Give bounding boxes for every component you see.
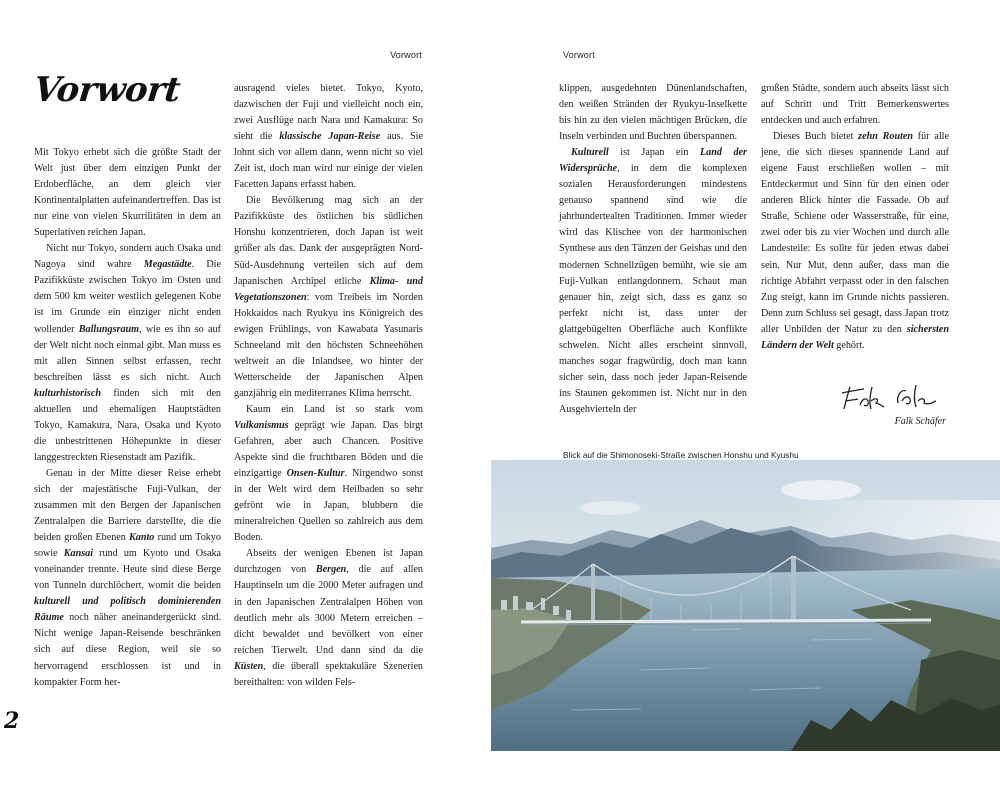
emphasis-term: Land der Widersprüche: [559, 147, 747, 175]
bridge-photo: [491, 460, 1000, 751]
emphasis-term: Ballungsraum: [78, 323, 140, 335]
text-run: geprägt wie Japan. Das birgt Gefahren, aber auch Chancen. Positive Aspekte sind die fruchtbaren Böden und die einzigartige: [234, 419, 423, 480]
emphasis-term: Klima- und Vegetationszonen: [234, 275, 423, 303]
text-run: rund um Kyoto und Osaka voneinander trennte. Heute sind diese Berge von Tunneln durchlöchert, womit die beiden: [34, 548, 221, 592]
text-run: , die überall spektakuläre Szenerien bereithalten: von wilden Fels-: [234, 660, 423, 688]
paragraph: [559, 145, 747, 418]
column-1: [34, 145, 221, 691]
column-3: [559, 81, 747, 418]
emphasis-term: Kanto: [129, 532, 155, 544]
paragraph: [761, 129, 949, 354]
text-run: gehört.: [833, 339, 865, 351]
text-run: finden sich mit den aktuellen und ehemaligen Hauptstädten Tokyo, Kamakura, Nara, Osaka und Kyoto die unbestrittenen Höhepunkte in dieser langgestreckten Riesenstadt am Pazifik.: [34, 387, 221, 463]
emphasis-term: Vulkanismus: [234, 419, 289, 431]
photo-caption: Blick auf die Shimonoseki-Straße zwischen Honshu und Kyushu: [563, 450, 799, 460]
paragraph: [34, 466, 221, 691]
paragraph: [34, 241, 221, 466]
emphasis-term: kulturhistorisch: [34, 387, 101, 399]
paragraph: [34, 145, 221, 241]
emphasis-term: Megastädte: [143, 259, 192, 271]
text-run: , in dem die komplexen sozialen Herausforderungen mindestens genauso spannend sind wie die jahrhundertealten Traditionen. Immer wieder wird das Klischee von der harmonischen Synthese aus den Tänzen der Geishas und den modernen Schnellzügen bemüht, wie sie am Fuji-Vulkan entlangdonnern. Schaut man genauer hin, zeigt sich, dass es ganz so perfekt nicht ist, dass unter der glattgebügelten Oberfläche auch Konflikte schwelen. Nicht alles erscheint sinnvoll, manches sogar fragwürdig, doch man kann sicher sein, dass noch jeder Japan-Reisende ins Staunen gekommen ist. Nicht nur in den Ausgehvierteln der: [559, 163, 747, 415]
text-run: . Nirgendwo sonst in der Welt wird dem Heilbaden so sehr gefrönt wie in Japan, blubbern die mineralreichen Quellen so zahlreich aus dem Boden.: [234, 468, 423, 544]
emphasis-term: Küsten: [234, 660, 264, 672]
text-run: Genau in der Mitte dieser Reise erhebt sich der majestätische Fuji-Vulkan, der zusammen mit den Bergen der Japanischen Zentralalpen die Barriere darstellte, die die beiden großen Ebenen: [34, 467, 221, 544]
text-run: Abseits der wenigen Ebenen ist Japan durchzogen von: [234, 548, 423, 576]
paragraph: [234, 193, 423, 402]
text-run: . Die Pazifikküste zwischen Tokyo im Osten und dem 500 km weiter westlich gelegenen Kobe ist im Grunde ein einziger nicht enden wollender: [34, 259, 221, 335]
running-head-left: Vorwort: [390, 50, 422, 60]
paragraph: [761, 81, 949, 129]
column-4: [761, 81, 949, 354]
emphasis-term: Kulturell: [571, 147, 609, 159]
emphasis-term: kulturell und politisch dominierenden Räume: [34, 596, 221, 624]
text-run: aus. Sie lohnt sich vor allem dann, wenn nicht so viel Zeit ist, doch man wird nur einige der vielen Facetten Japans erfasst haben.: [234, 131, 423, 191]
text-run: , die auf allen Hauptinseln um die 2000 Meter aufragen und in den Japanischen Zentralalpen Höhen von deutlich mehr als 3000 Metern erreichen – dicht bewaldet und bevölkert von einer reichen Tierwelt. Und dann sind da die: [234, 564, 423, 656]
text-run: noch näher aneinandergerückt sind. Nicht wenige Japan-Reisende beschränken sich auf diese Region, weil sie so hervorragend erschlossen ist und in kompakter Form her-: [34, 612, 221, 688]
text-run: ist Japan ein: [608, 147, 700, 159]
text-run: Nicht nur Tokyo, sondern auch Osaka und Nagoya sind wahre: [34, 243, 221, 271]
emphasis-term: sichersten Ländern der Welt: [761, 323, 949, 351]
text-run: rund um Tokyo sowie: [34, 532, 221, 560]
paragraph: [234, 402, 423, 546]
text-run: Kaum ein Land ist so stark vom: [246, 403, 423, 415]
kanmon-bridge-landscape-image: [491, 460, 1000, 751]
column-2: [234, 81, 423, 691]
emphasis-term: klassische Japan-Reise: [279, 131, 381, 143]
paragraph: [559, 81, 747, 145]
text-run: , wie es ihn so auf der Welt nicht noch einmal gibt. Man muss es mit allen Sinnen selbst erfassen, recht beschreiben lässt es sich nicht. Auch: [34, 323, 221, 383]
text-run: : vom Treibeis im Norden Hokkaidos nach Ryukyu ins Königreich des ewigen Frühlings, von Kawabata Yasunaris Schneeland mit den höchsten Schneehöhen weltweit an die Inlandsee, wo hinter der Wetterscheide der Japanischen Alpen ganzjährig ein mediterranes Klima herrscht.: [234, 291, 423, 399]
text-run: großen Städte, sondern auch abseits lässt sich auf Schritt und Tritt Bemerkenswertes entdecken und auch erfahren.: [761, 83, 949, 127]
emphasis-term: Kansai: [63, 548, 94, 560]
text-run: klippen, ausgedehnten Dünenlandschaften, den weißen Stränden der Ryukyu-Inselkette bis hin zu den vielen mächtigen Brücken, die Inseln verbinden und Buchten überspannen.: [559, 83, 747, 143]
text-run: ausragend vieles bietet. Tokyo, Kyoto, dazwischen der Fuji und vielleicht noch ein, zwei Ausflüge nach Nara und Kamakura: So sieht die: [234, 83, 423, 143]
page-number: 2: [4, 708, 20, 734]
signature-name: Falk Schäfer: [894, 416, 946, 427]
emphasis-term: Bergen: [315, 564, 347, 576]
paragraph: [234, 546, 423, 690]
paragraph: [234, 81, 423, 193]
emphasis-term: Onsen-Kultur: [286, 468, 345, 480]
text-run: Dieses Buch bietet: [773, 131, 859, 143]
author-signature: [836, 381, 946, 417]
text-run: Die Bevölkerung mag sich an der Pazifikküste des östlichen bis südlichen Honshu konzentrieren, doch Japan ist weit größer als das. Dank der ausgeprägten Nord-Süd-Ausdehnung verteilen sich auf dem Japanischen Archipel etliche: [234, 195, 423, 287]
text-run: Mit Tokyo erhebt sich die größte Stadt der Welt just über dem einzigen Punkt der Erdoberfläche, an dem gleich vier Kontinentalplatten aufeinandertreffen. Das ist nur eine von vielen Skurrilitäten in dem an Superlativen reichen Japan.: [34, 147, 221, 239]
text-run: für alle jene, die sich dieses spannende Land auf eigene Faust erschließen wollen – mit Entdeckermut und Sinn für den einen oder anderen Blick hinter die Fassade. Ob auf Straße, Schiene oder Wasserstraße, für eine, zwei oder bis zu vier Wochen und durch alle Landesteile: Es sollte für jeden etwas dabei sein. Nur Mut, denn außer, dass man die richtige Abfahrt verpasst oder in den falschen Zug steigt, kann im Grunde nichts passieren. Denn zum Schluss sei gesagt, dass Japan trotz aller Unbilden der Natur zu den: [761, 131, 949, 335]
page-title: Vorwort: [31, 70, 183, 110]
running-head-right: Vorwort: [563, 50, 595, 60]
emphasis-term: zehn Routen: [858, 131, 914, 143]
